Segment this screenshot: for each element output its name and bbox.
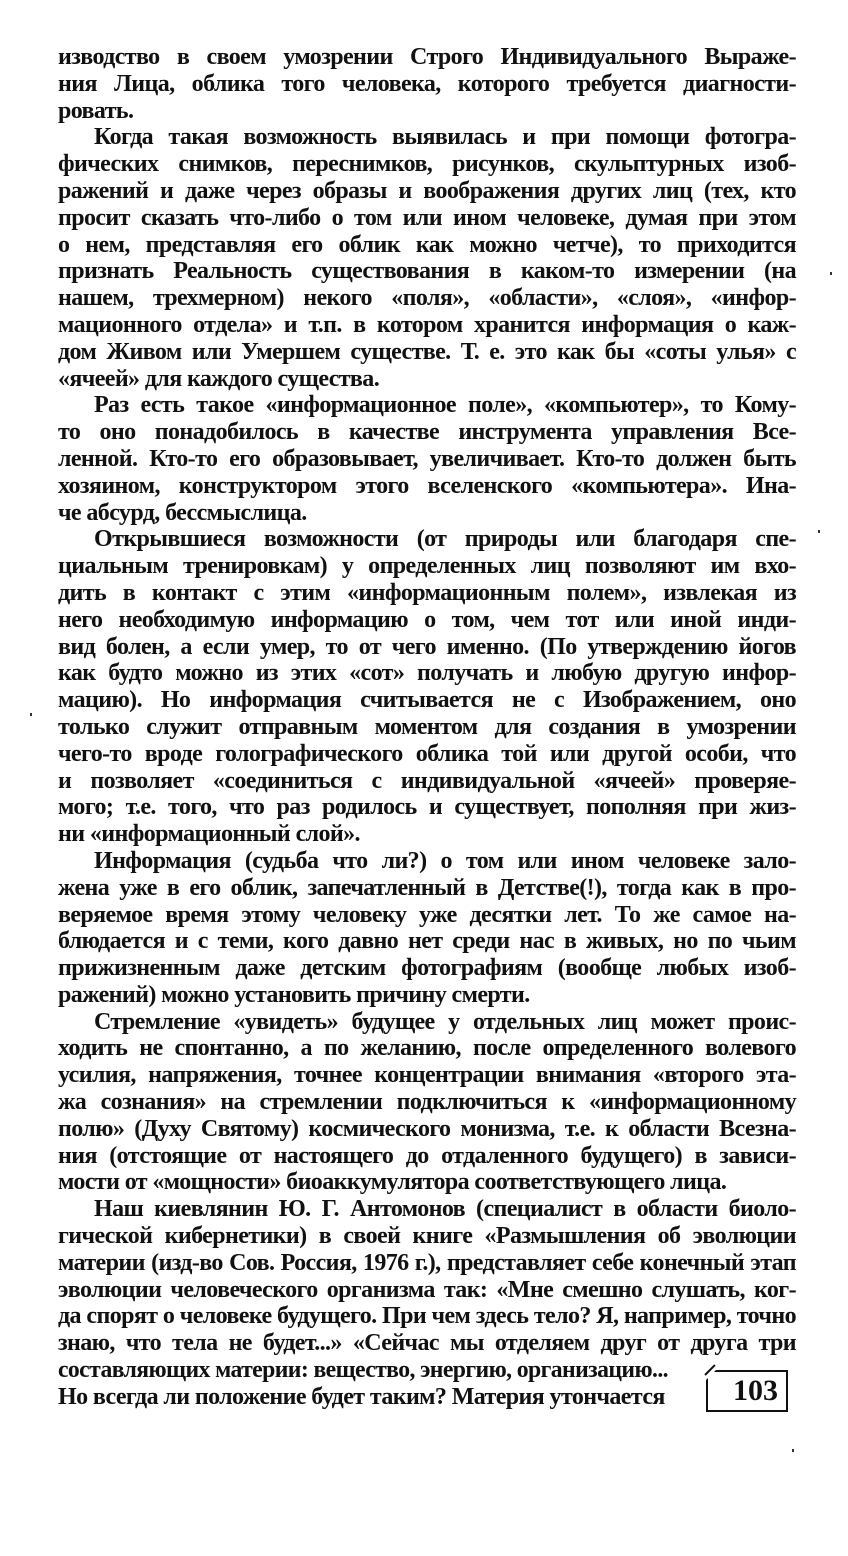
- text-line: жена уже в его облик, запечатленный в Детстве(!), тогда как в про-: [58, 874, 796, 901]
- text-line: «ячеей» для каждого существа.: [58, 365, 380, 392]
- text-line: ражений) можно установить причину смерти.: [58, 981, 530, 1008]
- text-line: знаю, что тела не будет...» «Сейчас мы отделяем друг от друга три: [58, 1330, 796, 1357]
- text-line: ражений и даже через образы и воображения других лиц (тех, кто: [58, 177, 796, 204]
- scan-speck: [830, 272, 832, 275]
- text-line: просит сказать что-либо о том или ином человеке, думая при этом: [58, 204, 796, 231]
- page-number-box: [706, 1370, 788, 1412]
- text-line: ния Лица, облика того человека, которого требуется диагности-: [58, 70, 796, 97]
- text-line: веряемое время этому человеку уже десятки лет. То же самое на-: [58, 901, 796, 928]
- text-line: усилия, напряжения, точнее концентрации внимания «второго эта-: [58, 1062, 796, 1089]
- text-line: ни «информационный слой».: [58, 821, 360, 848]
- text-line: ходить не спонтанно, а по желанию, после определенного волевого: [58, 1035, 796, 1062]
- text-line: ния (отстоящие от настоящего до отдаленного будущего) в зависи-: [58, 1142, 796, 1169]
- text-line: ровать.: [58, 97, 134, 124]
- text-line: мости от «мощности» биоаккумулятора соответствующего лица.: [58, 1169, 727, 1196]
- paragraph: [58, 1196, 796, 1410]
- text-line: мого; т.е. того, что раз родилось и существует, пополняя при жиз-: [58, 794, 796, 821]
- text-line: вид болен, а если умер, то от чего именно. (По утверждению йогов: [58, 633, 796, 660]
- paragraph: [58, 1009, 796, 1197]
- text-line: эволюции человеческого организма так: «Мне смешно слушать, ког-: [58, 1276, 796, 1303]
- text-line: него необходимую информацию о том, чем тот или иной инди-: [58, 606, 796, 633]
- text-line: блюдается и с теми, кого давно нет среди нас в живых, но по чьим: [58, 928, 796, 955]
- text-line: дить в контакт с этим «информационным полем», извлекая из: [58, 579, 796, 606]
- text-line: че абсурд, бессмыслица.: [58, 499, 307, 526]
- text-line: циальным тренировкам) у определенных лиц позволяют им вхо-: [58, 553, 796, 580]
- text-line: то оно понадобилось в качестве инструмента управления Все-: [58, 419, 796, 446]
- text-line: и позволяет «соединиться с индивидуальной «ячеей» проверяе-: [58, 767, 796, 794]
- text-line: изводство в своем умозрении Строго Индивидуального Выраже-: [58, 44, 796, 70]
- text-line: как будто можно из этих «сот» получать и любую другую инфор-: [58, 660, 796, 687]
- text-line: мацию). Но информация считывается не с Изображением, оно: [58, 687, 796, 714]
- scan-speck: [792, 1449, 794, 1452]
- text-line: ленной. Кто-то его образовывает, увеличивает. Кто-то должен быть: [58, 445, 796, 472]
- text-line: составляющих материи: вещество, энергию, организацию...: [58, 1357, 668, 1384]
- paragraph: [58, 392, 796, 526]
- text-line: мационного отдела» и т.п. в котором хранится информация о каж-: [58, 311, 796, 338]
- text-line: хозяином, конструктором этого вселенского «компьютера». Ина-: [58, 472, 796, 499]
- text-line: фических снимков, переснимков, рисунков, скульптурных изоб-: [58, 151, 796, 178]
- paragraph: [58, 44, 796, 124]
- text-line: Раз есть такое «информационное поле», «компьютер», то Кому-: [94, 392, 796, 419]
- text-line: Но всегда ли положение будет таким? Материя утончается: [58, 1383, 665, 1410]
- text-line: только служит отправным моментом для создания в умозрении: [58, 713, 796, 740]
- text-line: Информация (судьба что ли?) о том или ином человеке зало-: [94, 847, 796, 874]
- page-text: [58, 44, 796, 1411]
- text-line: Наш киевлянин Ю. Г. Антомонов (специалист в области биоло-: [94, 1196, 796, 1223]
- text-line: о нем, представляя его облик как можно четче), то приходится: [58, 231, 796, 258]
- text-line: полю» (Духу Святому) космического монизма, т.е. к области Всезна-: [58, 1115, 796, 1142]
- text-line: да спорят о человеке будущего. При чем здесь тело? Я, например, точно: [58, 1303, 796, 1330]
- paragraph: [58, 526, 796, 848]
- paragraph: [58, 848, 796, 1009]
- text-line: жа сознания» на стремлении подключиться к «информационному: [58, 1089, 796, 1116]
- text-line: признать Реальность существования в каком-то измерении (на: [58, 258, 796, 285]
- text-line: Когда такая возможность выявилась и при помощи фотогра-: [94, 124, 796, 151]
- page-number: 103: [733, 1374, 778, 1407]
- text-line: дом Живом или Умершем существе. Т. е. это как бы «соты улья» с: [58, 338, 796, 365]
- paragraph: [58, 124, 796, 392]
- text-line: Открывшиеся возможности (от природы или благодаря спе-: [94, 526, 796, 553]
- text-line: прижизненным даже детским фотографиям (вообще любых изоб-: [58, 955, 796, 982]
- text-line: Стремление «увидеть» будущее у отдельных лиц может проис-: [94, 1008, 796, 1035]
- text-line: гической кибернетики) в своей книге «Размышления об эволюции: [58, 1223, 796, 1250]
- text-line: материи (изд-во Сов. Россия, 1976 г.), представляет себе конечный этап: [58, 1249, 796, 1276]
- scan-speck: [818, 530, 820, 533]
- text-line: нашем, трехмерном) некого «поля», «области», «слоя», «инфор-: [58, 285, 796, 312]
- scan-speck: [30, 713, 32, 716]
- text-line: чего-то вроде голографического облика той или другой особи, что: [58, 740, 796, 767]
